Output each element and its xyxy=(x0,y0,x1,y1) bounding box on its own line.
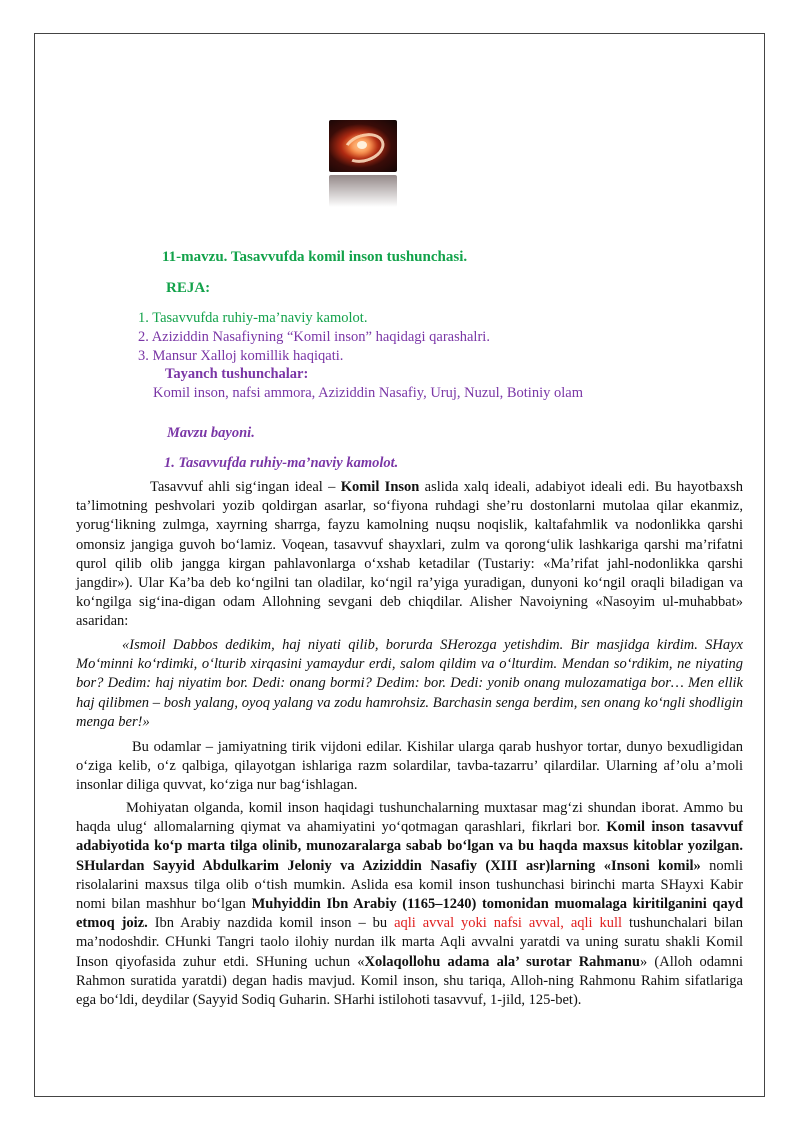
quote-paragraph: «Ismoil Dabbos dedikim, haj niyati qilib, borurda SHerozga yetishdim. Bir masjidga kirdim. SHayx Mo‘minni ko‘rdimki, o‘lturib xirqasini yamaydur erdi, salom qildim va o‘lturdim. Mendan so‘rdikim, ne niyating bor? Dedim: haj niyatim bor. Dedi: onang bormi? Dedim: bor. Dedi: yonib onang mulozamatiga bor… Men ellik haj qilibmen – bosh yalang, oyoq yalang va zodu hamrohsiz. Barchasin senga berdim, sen onang ko‘ngli shodligin menga ber!» xyxy=(76,637,743,730)
p3-text-a: Mohiyatan olganda, komil inson haqidagi tushunchalarning muxtasar mag‘zi shundan iborat. Ammo bu haqda ulug‘ allomalarning qiymat va ahamiyatini yo‘qotmagan qarashlari, fikrlari bor. xyxy=(76,800,743,836)
image-reflection xyxy=(329,175,397,207)
paragraph-3 xyxy=(76,799,743,1010)
p1-bold-komil-inson: Komil Inson xyxy=(340,479,420,495)
plan-item-1: 1. Tasavvufda ruhiy-ma’naviy kamolot. xyxy=(138,310,368,326)
decorative-swirl-image xyxy=(329,120,397,172)
p3-text-c: nomli risolalarini maxsus tilga olib o‘tish mumkin. Aslida esa komil inson tushunchasi birinchi marta SHayxi Kabir nomi bilan mashhur bo‘lgan xyxy=(76,857,743,913)
p1-text-c: aslida xalq ideali, adabiyot ideali edi. Bu hayotbaxsh ta’limotning peshvolari yozib qoldirgan asarlar, so‘fiyona ruhdagi she’ru dostonlarni mutolaa qilar ekanmiz, yorug‘likning zulmga, xayrning sharrga, fayzu kamolning nuqsu noqislik, kaltafahmlik va nodonlikka qarshi omonsiz jangiga guvoh bo‘lamiz. Voqean, tasavvuf shayxlari, zulm va qorong‘ulik lashkariga qarshi ma’rifatni qurol qilib olib jangga kirgan pahlavonlarga o‘xshab ketadilar (Tustariy: «Ma’rifat jahl-nodonlikka qarshi jangdir»). Ular Ka’ba deb ko‘ngilni tan oladilar, ko‘ngil ra’yiga yuradigan, dunyoni ko‘ngil oraqli biladigan va ko‘ngilga sig‘ina-digan odam Allohning sevgani deb chiqdilar. Alisher Navoiyning «Nasoyim ul-muhabbat» asaridan: xyxy=(76,479,743,630)
section-subheading: 1. Tasavvufda ruhiy-ma’naviy kamolot. xyxy=(164,455,399,471)
plan-item-2: 2. Aziziddin Nasafiyning “Komil inson” haqidagi qarashalri. xyxy=(138,329,490,345)
p3-red-highlight: aqli avval yoki nafsi avval, aqli kull xyxy=(394,915,623,932)
p3-text-g: tushunchalari bilan ma’nodoshdir. CHunki Tangri taolo ilohiy nurdan ilk marta Aqli avvalni yaratdi va uning suratu shakli Komil Inson qiyofasida zuhur etdi. SHuning uchun « xyxy=(76,915,744,970)
paragraph-1 xyxy=(76,478,743,632)
plan-item-3: 3. Mansur Xalloj komillik haqiqati. xyxy=(138,348,344,364)
p3-bold-d: Muhyiddin Ibn Arabiy (1165–1240) tomonidan muomalaga kiritilganini qayd etmoq joiz. xyxy=(76,896,744,932)
section-heading: Mavzu bayoni. xyxy=(167,425,255,441)
paragraph-2: Bu odamlar – jamiyatning tirik vijdoni edilar. Kishilar ularga qarab hushyor tortar, dunyo bexudligidan o‘ziga kelib, o‘z qalbiga, qilayotgan ishlariga razm solardilar, tavba-tazarru’ qilardilar. Ularning af’olu a’moli insonlar diliga quvvat, ko‘ziga nur bag‘ishlagan. xyxy=(76,739,743,794)
plan-heading: REJA: xyxy=(166,280,211,296)
p1-text-a: Tasavvuf ahli sig‘ingan ideal – xyxy=(150,479,341,495)
page-title: 11-mavzu. Tasavvufda komil inson tushunchasi. xyxy=(162,249,468,265)
p3-text-e: Ibn Arabiy nazdida komil inson – bu xyxy=(147,915,395,932)
p3-bold-b: Komil inson tasavvuf adabiyotida ko‘p marta tilga olinib, munozaralarga sabab bo‘lgan va bu haqda maxsus kitoblar yozilgan. SHulardan Sayyid Abdulkarim Jeloniy va Aziziddin Nasafiy (XIII asr)larning «Insoni komil» xyxy=(76,819,743,874)
plan-list xyxy=(138,309,490,366)
p3-bold-hadith: Xolaqollohu adama ala’ surotar Rahmanu xyxy=(364,953,640,970)
p3-text-i: » (Alloh odamni Rahmon suratida yaratdi) degan hadis mavjud. Komil inson, shu tariqa, Alloh-ning Rahmonu Rahim sifatlariga ega bo‘ldi, deydilar (Sayyid Sodiq Guharin. SHarhi istilohoti tasavvuf, 1-jild, 125-bet). xyxy=(76,953,743,1009)
keywords-heading: Tayanch tushunchalar: xyxy=(165,366,309,382)
keywords-text: Komil inson, nafsi ammora, Aziziddin Nasafiy, Uruj, Nuzul, Botiniy olam xyxy=(153,385,583,401)
